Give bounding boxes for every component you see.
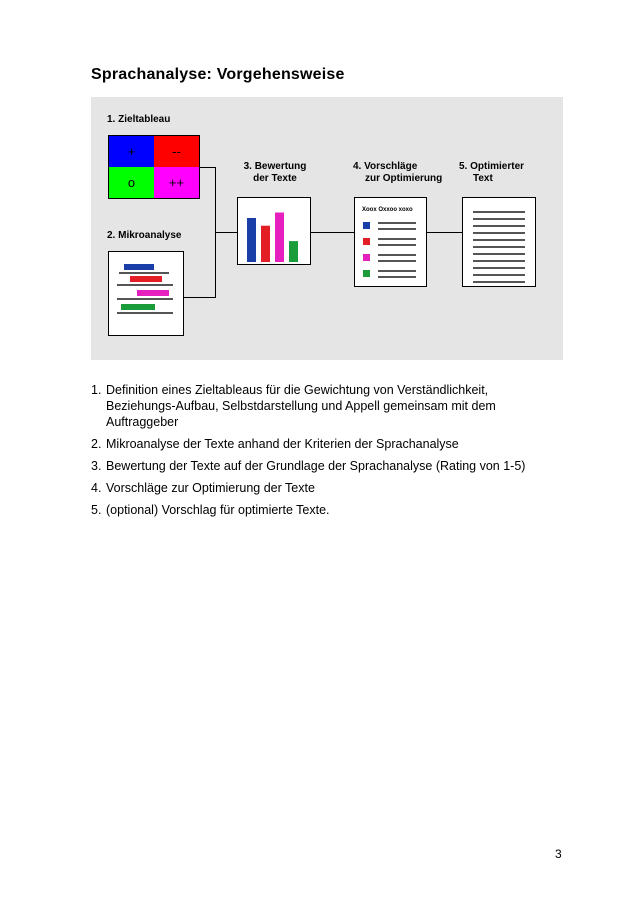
micro-analysis-card xyxy=(108,251,184,336)
page-title: Sprachanalyse: Vorgehensweise xyxy=(91,66,345,83)
optimized-text-line xyxy=(473,225,525,227)
process-diagram xyxy=(91,97,563,360)
page-number: 3 xyxy=(555,847,562,861)
tableau-cell-minus-minus: -- xyxy=(154,136,199,167)
micro-line xyxy=(117,312,173,314)
connector xyxy=(184,297,216,298)
rating-bar xyxy=(275,213,284,263)
optimized-text-line xyxy=(473,239,525,241)
step-2-label: 2. Mikroanalyse xyxy=(107,230,182,241)
suggestion-marker xyxy=(363,254,370,261)
connector xyxy=(200,167,216,168)
step-5-label-line-2: Text xyxy=(473,173,493,184)
tableau-cell-o: o xyxy=(109,167,154,198)
step-5-label xyxy=(459,161,524,185)
step-4-label xyxy=(353,161,442,185)
list-item: 3. Bewertung der Texte auf der Grundlage der Sprachanalyse (Rating von 1-5) xyxy=(91,459,526,473)
tableau-cell-plus: + xyxy=(109,136,154,167)
list-item: 4. Vorschläge zur Optimierung der Texte xyxy=(91,481,315,495)
suggestions-card xyxy=(354,197,427,287)
optimized-text-line xyxy=(473,218,525,220)
micro-mark-red xyxy=(130,276,162,282)
rating-bar xyxy=(289,241,298,262)
suggestion-marker xyxy=(363,222,370,229)
rating-chart-card xyxy=(237,197,311,265)
rating-bar xyxy=(261,226,270,262)
step-3-label xyxy=(237,161,313,185)
list-item: 1. Definition eines Zieltableaus für die Gewichtung von Verständlichkeit, Beziehungs-Aufbau, Selbstdarstellung und Appell gemeinsam mit dem Auftraggeber xyxy=(91,383,496,429)
list-item: 5. (optional) Vorschlag für optimierte Texte. xyxy=(91,503,330,517)
optimized-text-line xyxy=(473,211,525,213)
optimized-text-line xyxy=(473,232,525,234)
suggestion-line xyxy=(378,244,416,246)
micro-line xyxy=(117,298,173,300)
rating-bars xyxy=(238,198,310,264)
connector xyxy=(311,232,354,233)
suggestion-line xyxy=(378,254,416,256)
suggestion-line xyxy=(378,222,416,224)
optimized-text-card xyxy=(462,197,536,287)
suggestion-marker xyxy=(363,238,370,245)
suggestion-line xyxy=(378,228,416,230)
micro-line xyxy=(117,284,173,286)
micro-mark-magenta xyxy=(137,290,169,296)
tableau-cell-plus-plus: ++ xyxy=(154,167,199,198)
step-4-label-line-2: zur Optimierung xyxy=(365,173,443,184)
optimized-text-line xyxy=(473,253,525,255)
connector xyxy=(215,232,237,233)
step-5-label-line-1: 5. Optimierter xyxy=(459,161,525,172)
suggestion-line xyxy=(378,238,416,240)
suggestion-line xyxy=(378,276,416,278)
step-3-label-line-2: der Texte xyxy=(253,173,297,184)
micro-mark-blue xyxy=(124,264,154,270)
rating-bar xyxy=(247,218,256,262)
micro-line xyxy=(119,272,169,274)
suggestion-line xyxy=(378,260,416,262)
optimized-text-line xyxy=(473,260,525,262)
step-4-label-line-1: 4. Vorschläge xyxy=(353,161,418,172)
optimized-text-line xyxy=(473,281,525,283)
suggestion-header-text: Xoox Oxxoo xoxo xyxy=(362,207,413,213)
suggestion-marker xyxy=(363,270,370,277)
micro-mark-green xyxy=(121,304,155,310)
step-3-label-line-1: 3. Bewertung xyxy=(243,161,307,172)
step-1-label: 1. Zieltableau xyxy=(107,114,171,125)
suggestion-line xyxy=(378,270,416,272)
optimized-text-line xyxy=(473,274,525,276)
optimized-text-line xyxy=(473,267,525,269)
steps-list xyxy=(91,382,551,524)
list-item: 2. Mikroanalyse der Texte anhand der Kriterien der Sprachanalyse xyxy=(91,437,459,451)
connector xyxy=(427,232,462,233)
optimized-text-line xyxy=(473,246,525,248)
goal-tableau xyxy=(108,135,200,199)
